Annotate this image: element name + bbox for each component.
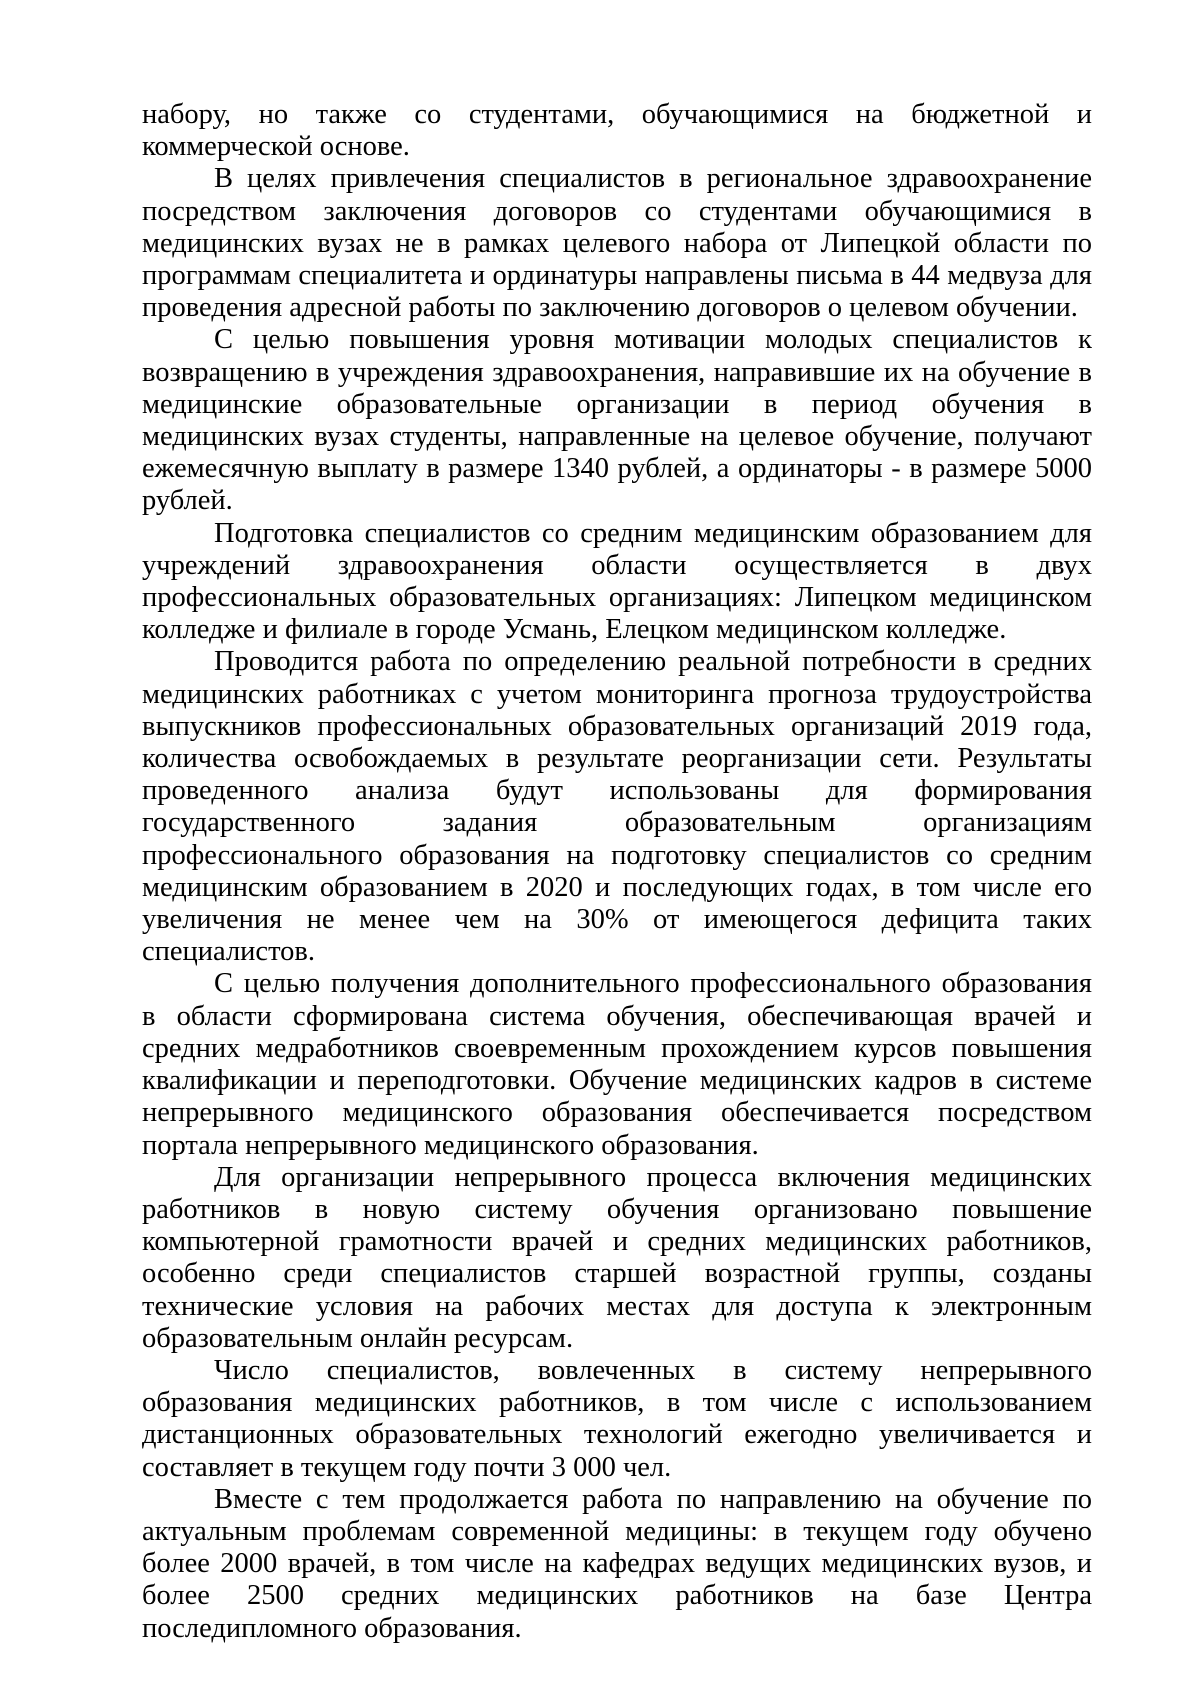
paragraph-training-results: Вместе с тем продолжается работа по направлению на обучение по актуальным проблемам современной медицины: в текущем году обучено более 2000 врачей, в том числе на кафедрах ведущих медицинских вузов, и более 2500 средних медицинских работников на базе Центра последипломного образования. xyxy=(142,1483,1092,1644)
paragraph-participants-count: Число специалистов, вовлеченных в систему непрерывного образования медицинских работников, в том числе с использованием дистанционных образовательных технологий ежегодно увеличивается и составляет в текущем году почти 3 000 чел. xyxy=(142,1354,1092,1483)
paragraph-continuation: набору, но также со студентами, обучающимися на бюджетной и коммерческой основе. xyxy=(142,99,1092,163)
paragraph-colleges: Подготовка специалистов со средним медицинским образованием для учреждений здравоохранения области осуществляется в двух профессиональных образовательных организациях: Липецком медицинском колледже и филиале в городе Усмань, Елецком медицинском колледже. xyxy=(142,517,1092,646)
body-text xyxy=(142,99,1092,1645)
paragraph-motivation-payments: С целью повышения уровня мотивации молодых специалистов к возвращению в учреждения здравоохранения, направившие их на обучение в медицинские образовательные организации в период обучения в медицинских вузах студенты, направленные на целевое обучение, получают ежемесячную выплату в размере 1340 рублей, а ординаторы - в размере 5000 рублей. xyxy=(142,324,1092,517)
paragraph-computer-literacy: Для организации непрерывного процесса включения медицинских работников в новую систему обучения организовано повышение компьютерной грамотности врачей и средних медицинских работников, особенно среди специалистов старшей возрастной группы, созданы технические условия на рабочих местах для доступа к электронным образовательным онлайн ресурсам. xyxy=(142,1161,1092,1354)
paragraph-targeted-contracts: В целях привлечения специалистов в региональное здравоохранение посредством заключения договоров со студентами обучающимися в медицинских вузах не в рамках целевого набора от Липецкой области по программам специалитета и ординатуры направлены письма в 44 медвуза для проведения адресной работы по заключению договоров о целевом обучении. xyxy=(142,163,1092,324)
paragraph-demand-analysis: Проводится работа по определению реальной потребности в средних медицинских работниках с учетом мониторинга прогноза трудоустройства выпускников профессиональных образовательных организаций 2019 года, количества освобождаемых в результате реорганизации сети. Результаты проведенного анализа будут использованы для формирования государственного задания образовательным организациям профессионального образования на подготовку специалистов со средним медицинским образованием в 2020 и последующих годах, в том числе его увеличения не менее чем на 30% от имеющегося дефицита таких специалистов. xyxy=(142,646,1092,968)
paragraph-additional-education: С целью получения дополнительного профессионального образования в области сформирована система обучения, обеспечивающая врачей и средних медработников своевременным прохождением курсов повышения квалификации и переподготовки. Обучение медицинских кадров в системе непрерывного медицинского образования обеспечивается посредством портала непрерывного медицинского образования. xyxy=(142,968,1092,1161)
